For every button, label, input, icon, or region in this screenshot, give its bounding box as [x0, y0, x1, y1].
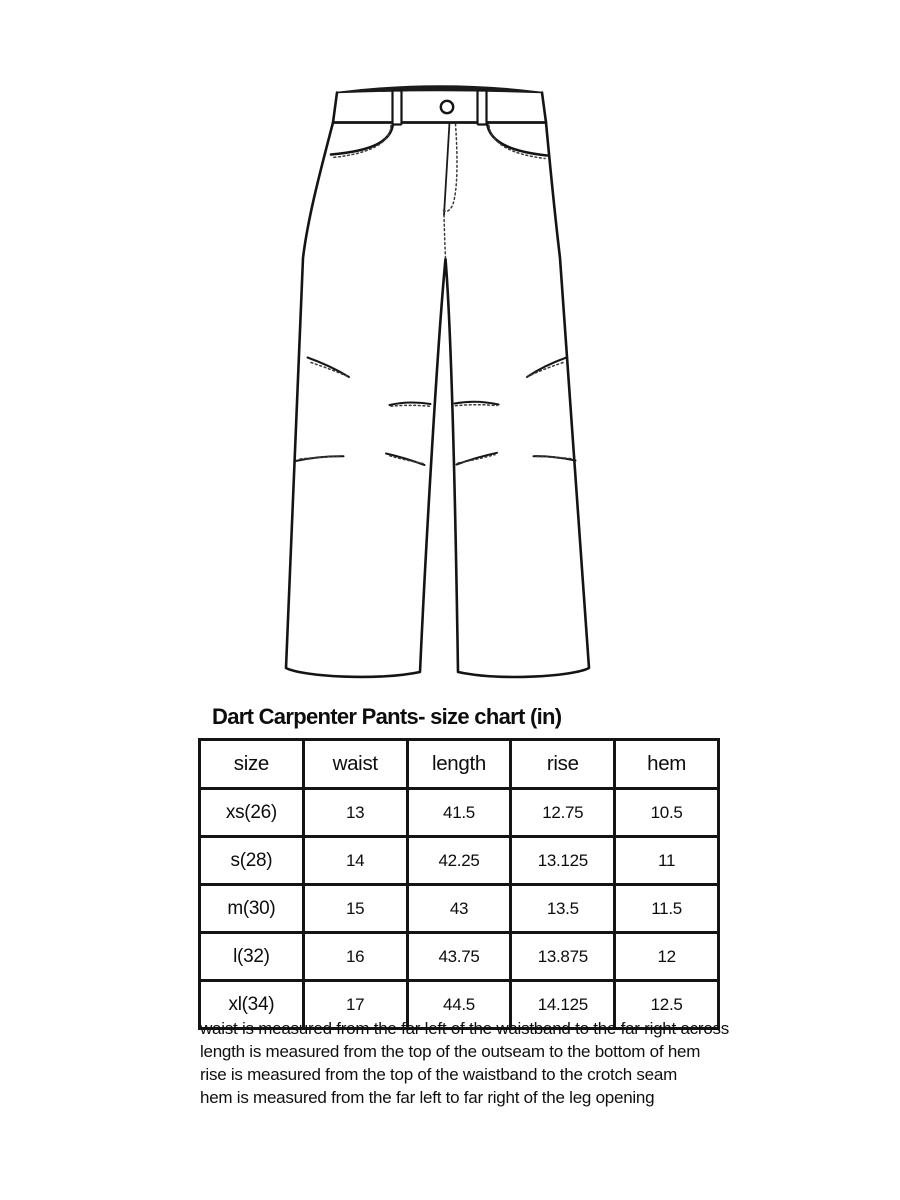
header-length: length	[407, 740, 511, 789]
cell-size: s(28)	[200, 837, 304, 885]
cell-rise: 14.125	[511, 981, 615, 1029]
table-row	[200, 837, 719, 885]
cell-rise: 13.5	[511, 885, 615, 933]
size-chart-title: Dart Carpenter Pants- size chart (in)	[212, 704, 562, 729]
cell-hem: 10.5	[615, 789, 719, 837]
cell-length: 42.25	[407, 837, 511, 885]
waistband-top-edge	[337, 86, 542, 93]
note-length: length is measured from the top of the outseam to the bottom of hem	[200, 1042, 701, 1061]
header-hem: hem	[615, 740, 719, 789]
measurement-notes	[200, 1017, 729, 1109]
belt-loop-left	[393, 91, 402, 125]
cell-waist: 17	[303, 981, 407, 1029]
waist-button-icon	[441, 101, 453, 113]
cell-waist: 16	[303, 933, 407, 981]
cell-size: xl(34)	[200, 981, 304, 1029]
cell-waist: 14	[303, 837, 407, 885]
cell-waist: 13	[303, 789, 407, 837]
size-chart-table	[198, 738, 720, 1030]
cell-rise: 12.75	[511, 789, 615, 837]
table-row	[200, 885, 719, 933]
table-row	[200, 933, 719, 981]
cell-hem: 11.5	[615, 885, 719, 933]
header-rise: rise	[511, 740, 615, 789]
pants-outline	[286, 123, 589, 677]
cell-rise: 13.875	[511, 933, 615, 981]
cell-size: xs(26)	[200, 789, 304, 837]
note-waist: waist is measured from the far left of the waistband to the far right across	[200, 1019, 730, 1038]
cell-length: 43.75	[407, 933, 511, 981]
cell-hem: 11	[615, 837, 719, 885]
cell-hem: 12.5	[615, 981, 719, 1029]
cell-length: 44.5	[407, 981, 511, 1029]
cell-size: l(32)	[200, 933, 304, 981]
note-hem: hem is measured from the far left to far right of the leg opening	[200, 1088, 655, 1107]
belt-loop-right	[478, 91, 487, 125]
pocket-left	[331, 123, 393, 155]
center-front-seam	[444, 123, 450, 216]
table-header-row	[200, 740, 719, 789]
cell-length: 41.5	[407, 789, 511, 837]
cell-hem: 12	[615, 933, 719, 981]
cell-waist: 15	[303, 885, 407, 933]
cell-size: m(30)	[200, 885, 304, 933]
crotch-seam-stitch	[444, 215, 446, 258]
note-rise: rise is measured from the top of the waistband to the crotch seam	[200, 1065, 677, 1084]
cell-rise: 13.125	[511, 837, 615, 885]
header-size: size	[200, 740, 304, 789]
table-row	[200, 789, 719, 837]
header-waist: waist	[303, 740, 407, 789]
cell-length: 43	[407, 885, 511, 933]
waistband	[333, 93, 546, 123]
pocket-right	[487, 123, 547, 156]
